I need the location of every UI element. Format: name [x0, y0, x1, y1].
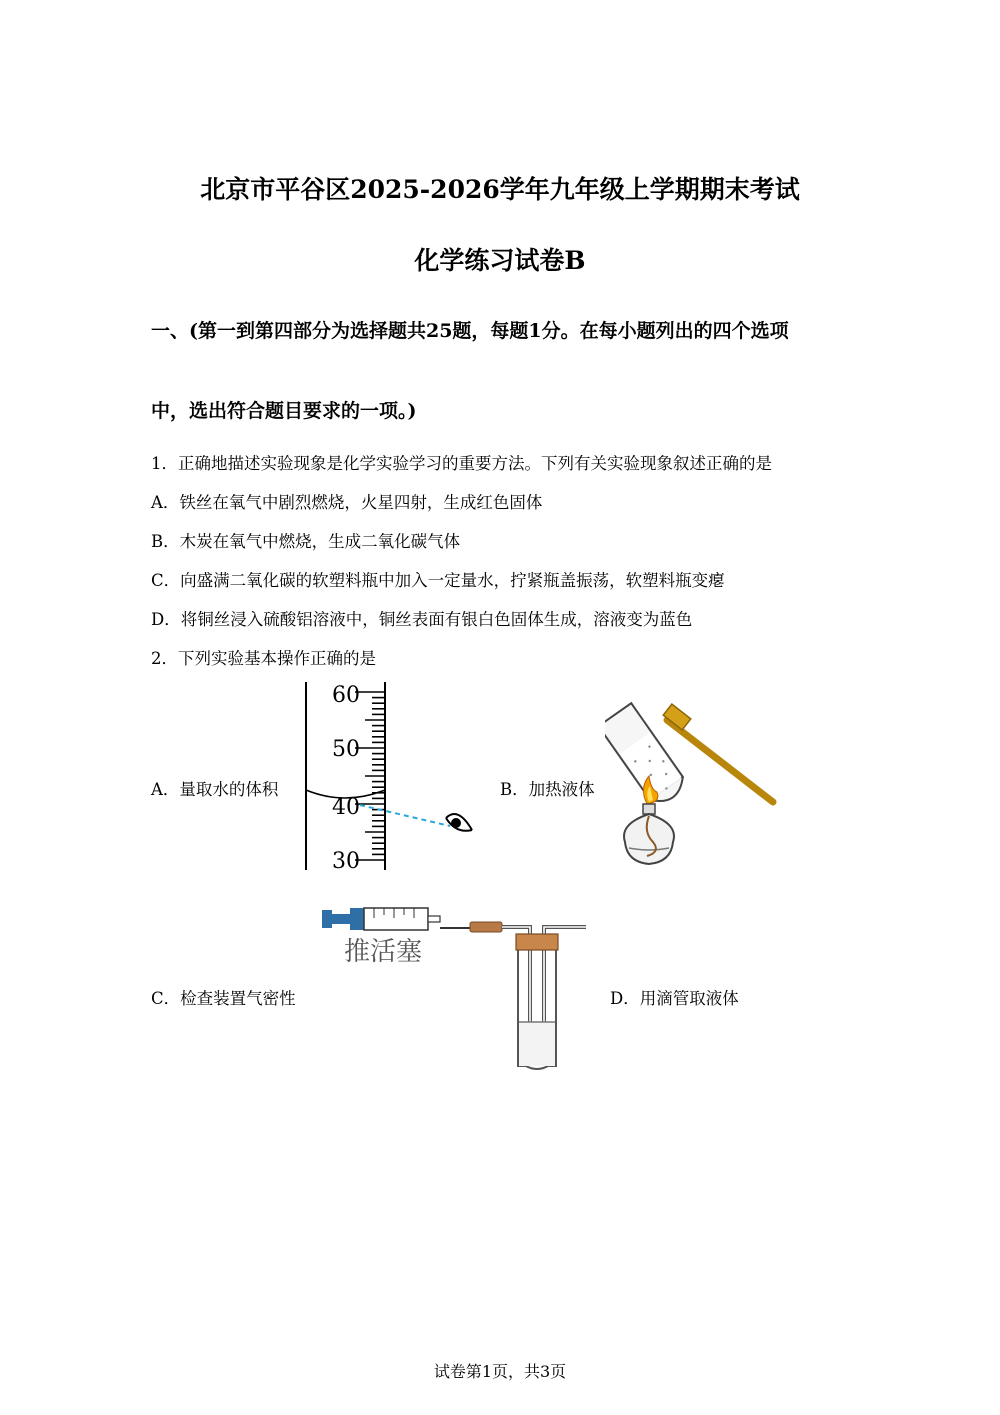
- question-1-option-a: A．铁丝在氧气中剧烈燃烧，火星四射，生成红色固体: [151, 493, 543, 512]
- heating-liquid-figure: [605, 692, 785, 874]
- graduated-cylinder-figure: [290, 678, 490, 878]
- section-heading-line2: 中，选出符合题目要求的一项。): [151, 400, 417, 422]
- question-2-stem: 2．下列实验基本操作正确的是: [151, 649, 376, 668]
- page-subtitle: 化学练习试卷B: [414, 246, 586, 275]
- question-2-option-a: A．量取水的体积: [151, 780, 279, 799]
- section-heading-line1: 一、(第一到第四部分为选择题共25题，每题1分。在每小题列出的四个选项: [151, 320, 789, 342]
- question-2-option-c: C．检查装置气密性: [151, 989, 296, 1008]
- question-1-option-c: C．向盛满二氧化碳的软塑料瓶中加入一定量水，拧紧瓶盖振荡，软塑料瓶变瘪: [151, 571, 725, 590]
- question-1-stem: 1．正确地描述实验现象是化学实验学习的重要方法。下列有关实验现象叙述正确的是: [151, 454, 772, 473]
- question-2-option-d: D．用滴管取液体: [610, 989, 739, 1008]
- tick-label-60: 60: [332, 683, 360, 708]
- page-title: 北京市平谷区2025-2026学年九年级上学期期末考试: [200, 175, 800, 204]
- tick-label-30: 30: [332, 849, 360, 874]
- question-1-option-b: B．木炭在氧气中燃烧，生成二氧化碳气体: [151, 532, 461, 551]
- question-1-option-d: D．将铜丝浸入硫酸铝溶液中，铜丝表面有银白色固体生成，溶液变为蓝色: [151, 610, 693, 629]
- eye-icon: [446, 814, 472, 831]
- page-footer: 试卷第1页，共3页: [433, 1362, 567, 1381]
- airtightness-check-figure: [318, 900, 598, 1080]
- question-2-option-b: B．加热液体: [500, 780, 595, 799]
- push-plunger-label: 推活塞: [344, 937, 423, 967]
- tick-label-40: 40: [332, 795, 360, 820]
- tick-label-50: 50: [332, 737, 360, 762]
